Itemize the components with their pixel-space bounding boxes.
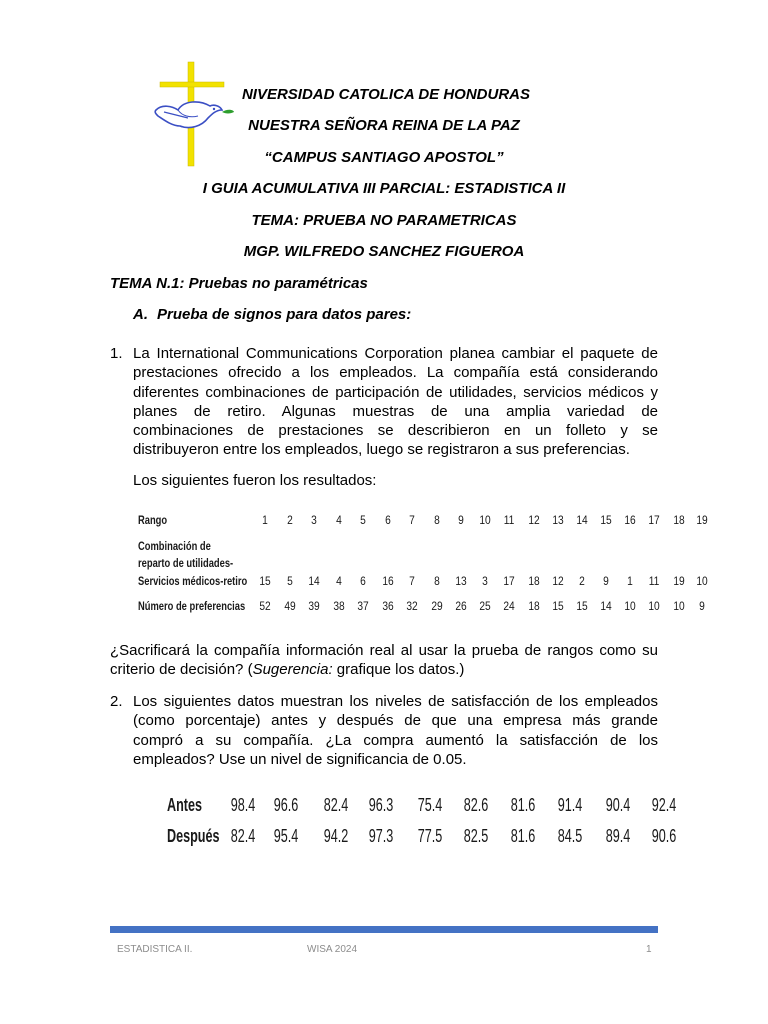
preferences-cell: 52 <box>259 599 271 613</box>
combination-cell: 19 <box>673 574 685 588</box>
footer-page-number: 1 <box>646 944 652 955</box>
rango-cell: 19 <box>696 513 708 527</box>
question-2-number: 2. <box>110 693 123 710</box>
despues-cell: 97.3 <box>368 826 394 846</box>
header-campus-name: NUESTRA SEÑORA REINA DE LA PAZ <box>248 117 520 134</box>
preferences-cell: 26 <box>455 599 467 613</box>
question-1-line: combinaciones de prestaciones se describieron en un folleto y se <box>133 422 658 440</box>
combination-cell: 2 <box>579 574 585 588</box>
combination-cell: 9 <box>603 574 609 588</box>
rango-cell: 11 <box>503 513 515 527</box>
rango-cell: 10 <box>479 513 491 527</box>
combination-cell: 16 <box>382 574 394 588</box>
rango-cell: 6 <box>385 513 391 527</box>
rango-cell: 4 <box>336 513 342 527</box>
header-topic: TEMA: PRUEBA NO PARAMETRICAS <box>251 212 517 229</box>
despues-cell: 84.5 <box>557 826 583 846</box>
combination-cell: 8 <box>434 574 440 588</box>
rango-cell: 8 <box>434 513 440 527</box>
followup-line-2 <box>110 660 658 679</box>
preferences-label: Número de preferencias <box>138 599 246 613</box>
combination-cell: 3 <box>482 574 488 588</box>
despues-cell: 81.6 <box>510 826 536 846</box>
rango-cell: 18 <box>673 513 685 527</box>
question-2-line: compró a su compañía. ¿La compra aumentó la satisfacción de los <box>133 731 658 749</box>
combination-cell: 6 <box>360 574 366 588</box>
rango-cell: 14 <box>576 513 588 527</box>
antes-label: Antes <box>167 795 203 815</box>
antes-cell: 81.6 <box>510 795 536 815</box>
combination-cell: 4 <box>336 574 342 588</box>
combination-cell: 17 <box>503 574 515 588</box>
antes-cell: 82.6 <box>463 795 489 815</box>
preferences-cell: 37 <box>357 599 369 613</box>
combo-label-line: Servicios médicos-retiro <box>138 574 248 588</box>
antes-cell: 98.4 <box>230 795 256 815</box>
antes-cell: 91.4 <box>557 795 583 815</box>
combination-cell: 15 <box>259 574 271 588</box>
despues-cell: 89.4 <box>605 826 631 846</box>
footer-bar <box>110 926 658 933</box>
antes-cell: 92.4 <box>651 795 677 815</box>
antes-cell: 75.4 <box>417 795 443 815</box>
question-1-number: 1. <box>110 345 123 362</box>
combo-label-line: reparto de utilidades- <box>138 556 234 570</box>
rango-cell: 17 <box>648 513 660 527</box>
question-2-line: Los siguientes datos muestran los niveles de satisfacción de los empleados <box>133 693 658 710</box>
despues-label: Después <box>167 826 220 846</box>
header-guide-title: I GUIA ACUMULATIVA III PARCIAL: ESTADISTICA II <box>202 180 566 197</box>
header-campus: “CAMPUS SANTIAGO APOSTOL” <box>264 149 504 166</box>
hint-label: Sugerencia: <box>252 661 333 679</box>
preferences-cell: 15 <box>552 599 564 613</box>
preferences-cell: 18 <box>528 599 540 613</box>
rango-cell: 12 <box>528 513 540 527</box>
preferences-cell: 24 <box>503 599 515 613</box>
question-1-line: distribuyeron entre los empleados, luego se registraron a sus preferencias. <box>133 441 630 459</box>
question-1-line: planes de retiro. Algunas muestras de una amplia variedad de <box>133 402 658 420</box>
subsection-marker: A. <box>133 306 148 323</box>
preferences-cell: 36 <box>382 599 394 613</box>
olive-leaf-icon <box>222 110 234 114</box>
rango-cell: 15 <box>600 513 612 527</box>
followup-line: criterio de decisión? ( <box>110 661 253 679</box>
rango-cell: 16 <box>624 513 636 527</box>
question-1-text <box>133 344 658 460</box>
question-1-line: La International Communications Corporation planea cambiar el paquete de <box>133 345 658 362</box>
preferences-cell: 10 <box>624 599 636 613</box>
preferences-cell: 14 <box>600 599 612 613</box>
preferences-cell: 38 <box>333 599 345 613</box>
despues-cell: 82.4 <box>230 826 256 846</box>
despues-cell: 82.5 <box>463 826 489 846</box>
preferences-cell: 32 <box>406 599 418 613</box>
preferences-cell: 9 <box>699 599 705 613</box>
header-teacher: MGP. WILFREDO SANCHEZ FIGUEROA <box>243 243 525 260</box>
footer-author: WISA 2024 <box>307 944 358 955</box>
combination-cell: 1 <box>627 574 633 588</box>
combination-cell: 11 <box>648 574 660 588</box>
combination-cell: 18 <box>528 574 540 588</box>
despues-cell: 77.5 <box>417 826 443 846</box>
rango-cell: 7 <box>409 513 415 527</box>
question-2-line: empleados? Use un nivel de significancia de 0.05. <box>133 750 467 768</box>
combination-cell: 7 <box>409 574 415 588</box>
combination-cell: 13 <box>455 574 467 588</box>
footer-course: ESTADISTICA II. <box>117 944 193 955</box>
question-1-followup <box>110 641 658 680</box>
rango-label: Rango <box>138 513 168 527</box>
header-university: NIVERSIDAD CATOLICA DE HONDURAS <box>241 86 531 103</box>
antes-cell: 82.4 <box>323 795 349 815</box>
combination-cell: 12 <box>552 574 564 588</box>
question-1-line: prestaciones ofrecido a los empleados. La compañía está considerando <box>133 364 658 382</box>
preferences-cell: 15 <box>576 599 588 613</box>
question-1-line: diferentes combinaciones de participación de utilidades, servicios médicos y <box>133 383 658 401</box>
followup-line: ¿Sacrificará la compañía información real al usar la prueba de rangos como su <box>110 642 658 659</box>
question-2-text <box>133 692 658 769</box>
followup-end: grafique los datos.) <box>332 661 465 679</box>
rango-cell: 13 <box>552 513 564 527</box>
rango-cell: 5 <box>360 513 366 527</box>
preferences-cell: 39 <box>308 599 320 613</box>
combination-cell: 5 <box>287 574 293 588</box>
combination-cell: 10 <box>696 574 708 588</box>
antes-cell: 96.6 <box>273 795 299 815</box>
despues-cell: 90.6 <box>651 826 677 846</box>
despues-cell: 94.2 <box>323 826 349 846</box>
rango-cell: 9 <box>458 513 464 527</box>
rango-cell: 2 <box>287 513 293 527</box>
question-2-line: (como porcentaje) antes y después de que una empresa más grande <box>133 712 658 730</box>
antes-cell: 90.4 <box>605 795 631 815</box>
preferences-cell: 10 <box>648 599 660 613</box>
rango-cell: 1 <box>262 513 268 527</box>
antes-cell: 96.3 <box>368 795 394 815</box>
section-title: TEMA N.1: Pruebas no paramétricas <box>110 275 368 292</box>
preferences-cell: 49 <box>284 599 296 613</box>
preferences-cell: 25 <box>479 599 491 613</box>
combination-cell: 14 <box>308 574 320 588</box>
subsection-title: Prueba de signos para datos pares: <box>157 306 412 323</box>
results-intro: Los siguientes fueron los resultados: <box>133 472 377 489</box>
preferences-cell: 29 <box>431 599 443 613</box>
despues-cell: 95.4 <box>273 826 299 846</box>
rango-cell: 3 <box>311 513 317 527</box>
preferences-cell: 10 <box>673 599 685 613</box>
combo-label-line: Combinación de <box>138 539 211 553</box>
